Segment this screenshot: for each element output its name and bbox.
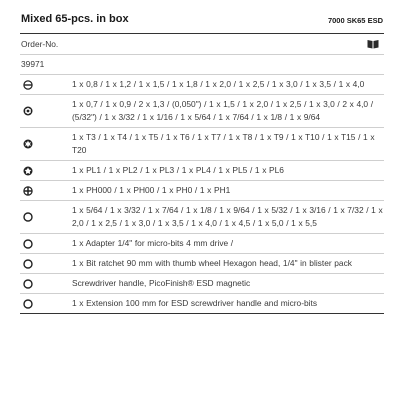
item-text: 1 x 0,7 / 1 x 0,9 / 2 x 1,3 / (0,050") / 1 x 1,5 / 1 x 2,0 / 1 x 2,5 / 1 x 3,0 / 2 x 4,0 / (5/32") / 1 x 3/32 / 1 x 1/16 / 1 x 5/64 / 1 x 7/64 / 1 x 1/8 / 1 x 9/64 <box>72 99 374 122</box>
pentalobe-icon <box>23 166 33 176</box>
list-item <box>20 161 384 181</box>
item-text: 1 x 5/64 / 1 x 3/32 / 1 x 7/64 / 1 x 1/8 / 1 x 9/64 / 1 x 5/32 / 1 x 3/16 / 1 x 7/32 / 1 x 2,0 / 1 x 2,5 / 1 x 3,0 / 1 x 3,5 / 1 x 4,0 / 1 x 4,5 / 1 x 5,0 / 1 x 5,5 <box>72 205 383 228</box>
list-item <box>20 75 384 95</box>
phillips-icon <box>23 186 33 196</box>
slotted-icon <box>23 80 33 90</box>
torx-icon <box>23 139 33 149</box>
circle-icon <box>23 239 33 249</box>
article-number: 7000 SK65 ESD <box>327 16 383 25</box>
list-item <box>20 128 384 161</box>
item-text: 1 x T3 / 1 x T4 / 1 x T5 / 1 x T6 / 1 x T7 / 1 x T8 / 1 x T9 / 1 x T10 / 1 x T15 / 1 x T20 <box>72 132 375 155</box>
item-text: 1 x 0,8 / 1 x 1,2 / 1 x 1,5 / 1 x 1,8 / 1 x 2,0 / 1 x 2,5 / 1 x 3,0 / 1 x 3,5 / 1 x 4,0 <box>72 79 365 89</box>
order-number-row <box>20 54 384 75</box>
item-text: 1 x PH000 / 1 x PH00 / 1 x PH0 / 1 x PH1 <box>72 185 231 195</box>
list-item <box>20 274 384 294</box>
list-item <box>20 201 384 234</box>
circle-icon <box>23 259 33 269</box>
circle-icon <box>23 299 33 309</box>
item-text: 1 x Extension 100 mm for ESD screwdriver handle and micro-bits <box>72 298 318 308</box>
list-item <box>20 254 384 274</box>
order-header-row <box>20 34 384 55</box>
item-text: Screwdriver handle, PicoFinish® ESD magnetic <box>72 278 251 288</box>
order-number-label: Order-No. <box>21 39 59 49</box>
circle-icon <box>23 279 33 289</box>
product-title: Mixed 65-pcs. in box <box>21 13 129 25</box>
list-item <box>20 294 384 314</box>
hex-socket-icon <box>23 106 33 116</box>
book-icon <box>367 39 379 49</box>
item-text: 1 x Adapter 1/4" for micro-bits 4 mm drive / <box>72 238 234 248</box>
item-text: 1 x Bit ratchet 90 mm with thumb wheel Hexagon head, 1/4" in blister pack <box>72 258 352 268</box>
circle-icon <box>23 212 33 222</box>
contents-list <box>20 75 384 314</box>
item-text: 1 x PL1 / 1 x PL2 / 1 x PL3 / 1 x PL4 / 1 x PL5 / 1 x PL6 <box>72 165 284 175</box>
list-item <box>20 234 384 254</box>
order-number-value: 39971 <box>21 59 45 69</box>
list-item <box>20 95 384 128</box>
list-item <box>20 181 384 201</box>
